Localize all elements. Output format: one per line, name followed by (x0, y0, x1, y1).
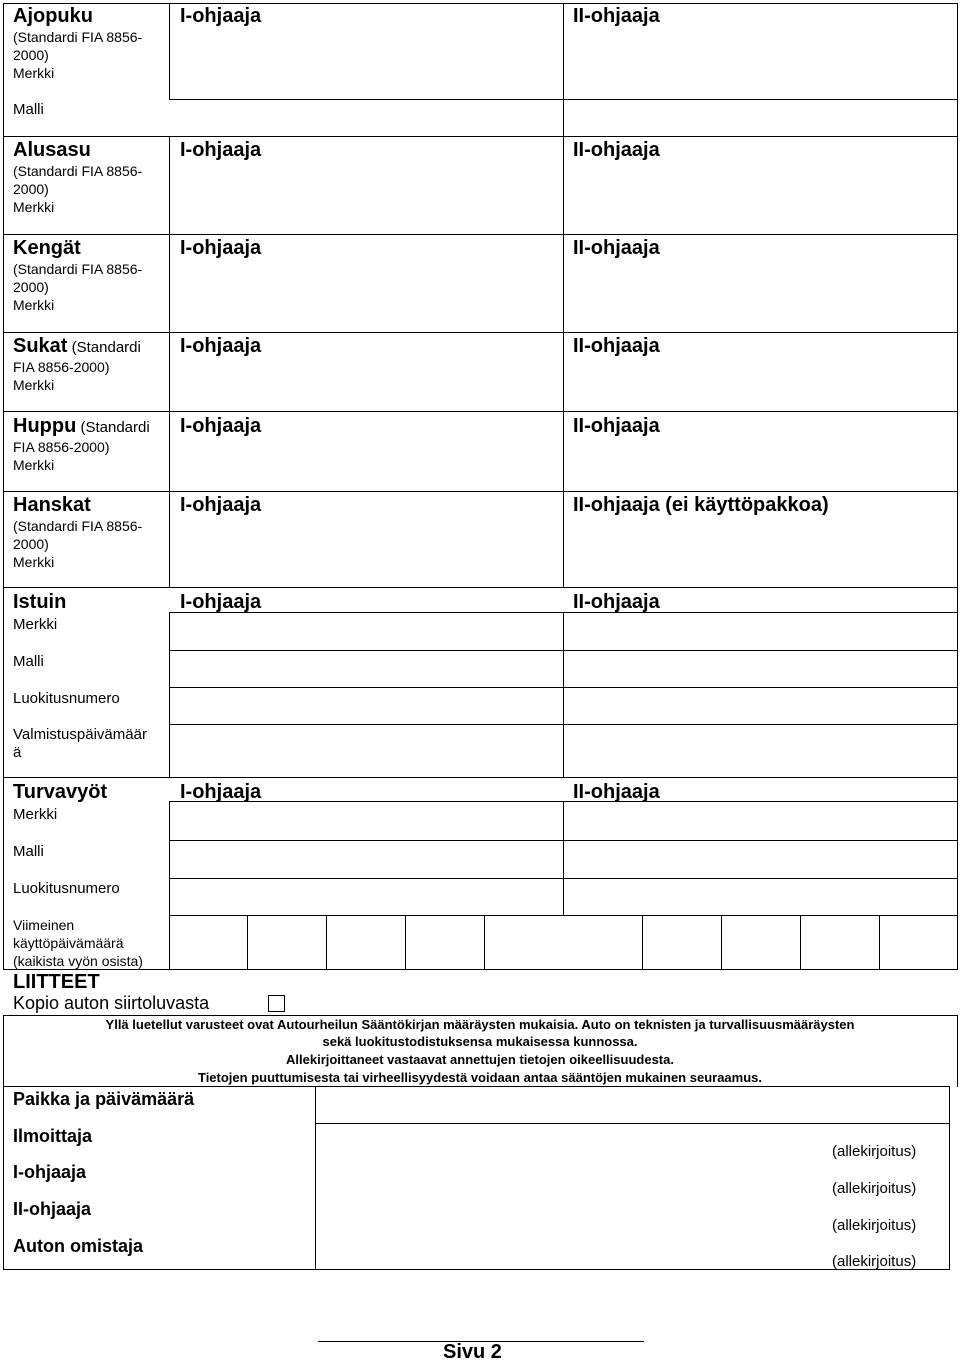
ajopuku-malli: Malli (13, 101, 44, 118)
hanskat-standard-2: 2000) (13, 536, 49, 552)
istuin-valmistuspvm-1: Valmistuspäivämäär (13, 726, 147, 743)
turvavyot-driver-2: II-ohjaaja (573, 781, 660, 803)
alusasu-title: Alusasu (13, 139, 91, 161)
hanskat-driver-2: II-ohjaaja (ei käyttöpakkoa) (573, 494, 829, 516)
alusasu-merkki: Merkki (13, 199, 55, 215)
istuin-merkki: Merkki (13, 616, 58, 633)
ajopuku-driver-2: II-ohjaaja (573, 5, 660, 27)
istuin-driver-1: I-ohjaaja (180, 591, 262, 613)
alusasu-driver-1: I-ohjaaja (180, 139, 262, 161)
alusasu-standard-1: (Standardi FIA 8856- (13, 163, 143, 179)
kopio-siirtoluvasta-checkbox[interactable] (268, 995, 285, 1012)
notice-line-2: sekä luokitustodistuksensa mukaisessa kunnossa. (322, 1034, 638, 1049)
i-ohjaaja-label: I-ohjaaja (13, 1162, 87, 1182)
kengat-title: Kengät (13, 237, 81, 259)
turvavyot-merkki: Merkki (13, 806, 58, 823)
istuin-driver-2: II-ohjaaja (573, 591, 660, 613)
notice-line-3: Allekirjoittaneet vastaavat annettujen tietojen oikeellisuudesta. (286, 1052, 674, 1067)
turvavyot-viimeinen-1: Viimeinen (13, 917, 75, 933)
signature-ii-ohjaaja: (allekirjoitus) (832, 1217, 917, 1234)
turvavyot-luokitusnumero: Luokitusnumero (13, 880, 120, 897)
sukat-driver-1: I-ohjaaja (180, 335, 262, 357)
huppu-merkki: Merkki (13, 457, 55, 473)
sukat-merkki: Merkki (13, 377, 55, 393)
kengat-merkki: Merkki (13, 297, 55, 313)
sukat-heading (13, 335, 141, 358)
alusasu-standard-2: 2000) (13, 181, 49, 197)
ajopuku-title: Ajopuku (13, 5, 93, 27)
kengat-driver-2: II-ohjaaja (573, 237, 660, 259)
kengat-standard-1: (Standardi FIA 8856- (13, 261, 143, 277)
huppu-driver-1: I-ohjaaja (180, 415, 262, 437)
hanskat-driver-1: I-ohjaaja (180, 494, 262, 516)
istuin-luokitusnumero: Luokitusnumero (13, 690, 120, 707)
turvavyot-driver-1: I-ohjaaja (180, 781, 262, 803)
page-number: Sivu 2 (443, 1341, 502, 1363)
notice-line-4: Tietojen puuttumisesta tai virheellisyydestä voidaan antaa sääntöjen mukainen seuraamus. (197, 1070, 762, 1085)
turvavyot-viimeinen-3: (kaikista vyön osista) (13, 953, 143, 969)
turvavyot-viimeinen-2: käyttöpäivämäärä (13, 935, 124, 951)
signature-ilmoittaja: (allekirjoitus) (832, 1143, 917, 1160)
sukat-standard-inline: (Standardi (67, 339, 141, 356)
ii-ohjaaja-label: II-ohjaaja (13, 1199, 92, 1219)
istuin-valmistuspvm-2: ä (13, 744, 22, 761)
signature-omistaja: (allekirjoitus) (832, 1253, 917, 1270)
signature-i-ohjaaja: (allekirjoitus) (832, 1180, 917, 1197)
turvavyot-malli: Malli (13, 843, 44, 860)
ilmoittaja-label: Ilmoittaja (13, 1126, 93, 1146)
notice-line-1: Yllä luetellut varusteet ovat Autourheilun Sääntökirjan määräysten mukaisia. Auto on teknisten ja turvallisuusmääräysten (105, 1017, 855, 1032)
alusasu-driver-2: II-ohjaaja (573, 139, 660, 161)
auton-omistaja-label: Auton omistaja (13, 1236, 144, 1256)
sukat-driver-2: II-ohjaaja (573, 335, 660, 357)
istuin-malli: Malli (13, 653, 44, 670)
ajopuku-merkki: Merkki (13, 65, 55, 81)
sukat-standard: FIA 8856-2000) (13, 359, 110, 375)
liitteet-title: LIITTEET (13, 971, 100, 993)
hanskat-standard-1: (Standardi FIA 8856- (13, 518, 143, 534)
huppu-standard: FIA 8856-2000) (13, 439, 110, 455)
sukat-title: Sukat (13, 335, 68, 357)
kopio-siirtoluvasta-label: Kopio auton siirtoluvasta (13, 993, 210, 1013)
huppu-heading (13, 415, 150, 438)
istuin-title: Istuin (13, 591, 67, 613)
hanskat-merkki: Merkki (13, 554, 55, 570)
huppu-driver-2: II-ohjaaja (573, 415, 660, 437)
kengat-driver-1: I-ohjaaja (180, 237, 262, 259)
ajopuku-standard-1: (Standardi FIA 8856- (13, 29, 143, 45)
paikka-paivamaara-label: Paikka ja päivämäärä (13, 1089, 195, 1109)
ajopuku-driver-1: I-ohjaaja (180, 5, 262, 27)
hanskat-title: Hanskat (13, 494, 91, 516)
huppu-title: Huppu (13, 415, 77, 437)
kengat-standard-2: 2000) (13, 279, 49, 295)
ajopuku-standard-2: 2000) (13, 47, 49, 63)
turvavyot-title: Turvavyöt (13, 781, 108, 803)
huppu-standard-inline: (Standardi (76, 419, 150, 436)
